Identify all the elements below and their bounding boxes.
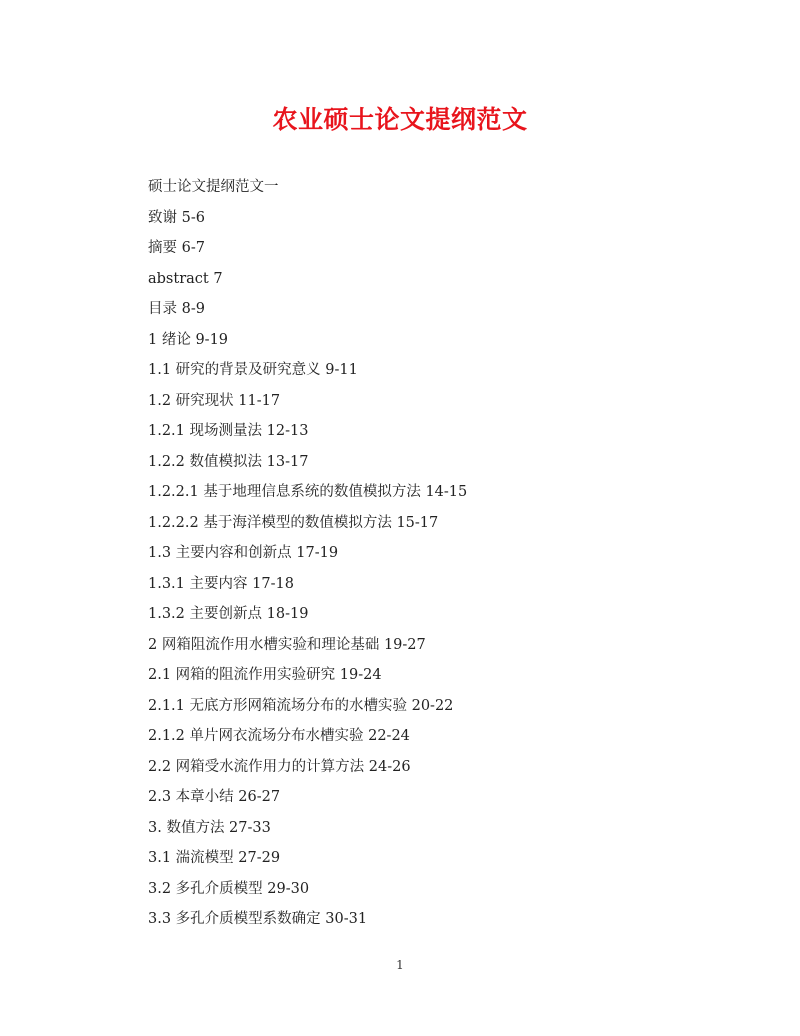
toc-line: 1.1 研究的背景及研究意义 9-11: [148, 362, 358, 378]
toc-line: 硕士论文提纲范文一: [148, 179, 279, 195]
toc-line: 1.3.2 主要创新点 18-19: [148, 606, 309, 622]
toc-line: 3. 数值方法 27-33: [148, 819, 271, 836]
toc-line: 致谢 5-6: [148, 209, 205, 226]
toc-line: 2.1.2 单片网衣流场分布水槽实验 22-24: [148, 728, 410, 744]
toc-line: 2.1.1 无底方形网箱流场分布的水槽实验 20-22: [148, 697, 454, 714]
toc-line: 3.1 湍流模型 27-29: [148, 850, 281, 866]
table-of-contents: [148, 172, 708, 935]
page-number: 1: [396, 958, 404, 972]
toc-line: abstract 7: [148, 270, 223, 287]
toc-line: 摘要 6-7: [148, 240, 205, 256]
toc-line: 1.2.2.2 基于海洋模型的数值模拟方法 15-17: [148, 514, 439, 531]
toc-line: 2.1 网箱的阻流作用实验研究 19-24: [148, 667, 382, 683]
toc-line: 1 绪论 9-19: [148, 331, 229, 348]
toc-line: 3.3 多孔介质模型系数确定 30-31: [148, 911, 368, 927]
toc-line: 1.2.2.1 基于地理信息系统的数值模拟方法 14-15: [148, 484, 468, 500]
toc-line: 1.2 研究现状 11-17: [148, 392, 281, 409]
toc-line: 1.2.1 现场测量法 12-13: [148, 423, 309, 439]
toc-line: 1.2.2 数值模拟法 13-17: [148, 453, 309, 470]
toc-line: 2 网箱阻流作用水槽实验和理论基础 19-27: [148, 636, 426, 653]
toc-line: 2.2 网箱受水流作用力的计算方法 24-26: [148, 758, 411, 775]
toc-line: 3.2 多孔介质模型 29-30: [148, 880, 310, 897]
toc-line: 2.3 本章小结 26-27: [148, 789, 281, 805]
toc-line: 1.3 主要内容和创新点 17-19: [148, 545, 339, 561]
toc-line: 目录 8-9: [148, 301, 205, 317]
page-title: 农业硕士论文提纲范文: [272, 105, 528, 134]
toc-line: 1.3.1 主要内容 17-18: [148, 575, 294, 592]
